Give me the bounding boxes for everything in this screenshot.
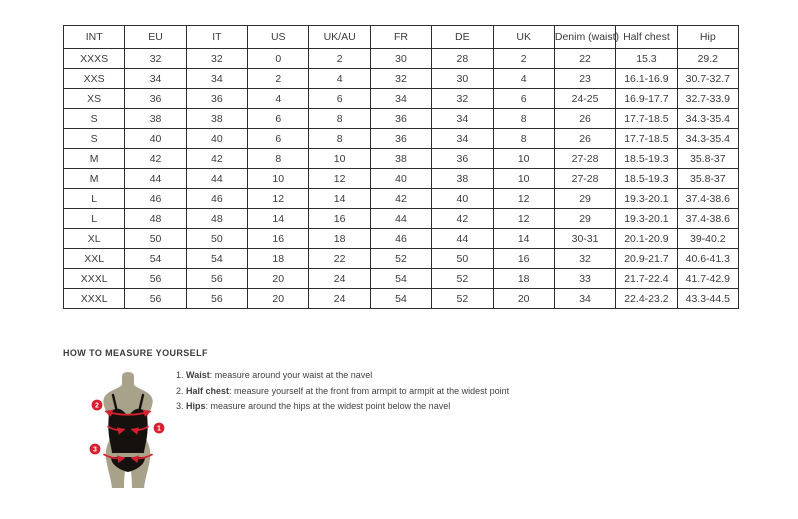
table-cell: 30.7-32.7 [677, 69, 738, 89]
step-label: Hips [186, 401, 206, 411]
table-cell: 30 [432, 69, 493, 89]
column-header: UK [493, 26, 554, 49]
table-cell: 2 [248, 69, 309, 89]
table-cell: XXXS [64, 49, 125, 69]
table-cell: 54 [370, 289, 431, 309]
table-cell: 8 [309, 109, 370, 129]
table-cell: 6 [309, 89, 370, 109]
table-row [64, 69, 739, 89]
table-cell: 12 [493, 209, 554, 229]
table-cell: 8 [493, 129, 554, 149]
table-cell: 14 [493, 229, 554, 249]
table-cell: 8 [493, 109, 554, 129]
table-cell: 34.3-35.4 [677, 129, 738, 149]
table-cell: 44 [125, 169, 186, 189]
table-cell: L [64, 189, 125, 209]
badge-hips-number: 3 [93, 446, 97, 454]
table-cell: 24-25 [554, 89, 615, 109]
step-number: 1. [176, 370, 184, 380]
column-header: US [248, 26, 309, 49]
table-cell: 46 [125, 189, 186, 209]
measure-step [176, 371, 509, 380]
table-row [64, 249, 739, 269]
table-cell: 32 [432, 89, 493, 109]
table-cell: 40.6-41.3 [677, 249, 738, 269]
badge-hips [90, 444, 101, 455]
table-cell: 41.7-42.9 [677, 269, 738, 289]
table-cell: 56 [186, 289, 247, 309]
column-header: DE [432, 26, 493, 49]
table-cell: 27-28 [554, 169, 615, 189]
table-cell: XXXL [64, 269, 125, 289]
table-cell: 16.9-17.7 [616, 89, 677, 109]
table-cell: 12 [493, 189, 554, 209]
table-cell: 43.3-44.5 [677, 289, 738, 309]
step-text: : measure around your waist at the navel [209, 370, 373, 380]
table-cell: 34 [554, 289, 615, 309]
table-cell: 12 [309, 169, 370, 189]
table-cell: 24 [309, 289, 370, 309]
table-cell: M [64, 149, 125, 169]
column-header: UK/AU [309, 26, 370, 49]
step-text: : measure around the hips at the widest point below the navel [205, 401, 451, 411]
table-cell: 54 [125, 249, 186, 269]
table-cell: 2 [493, 49, 554, 69]
table-cell: 52 [432, 269, 493, 289]
table-cell: 34 [125, 69, 186, 89]
table-cell: 4 [248, 89, 309, 109]
badge-waist [154, 423, 165, 434]
table-cell: 20 [248, 289, 309, 309]
table-cell: 32.7-33.9 [677, 89, 738, 109]
table-cell: 16 [248, 229, 309, 249]
table-cell: 10 [493, 169, 554, 189]
table-cell: 29.2 [677, 49, 738, 69]
table-cell: 12 [248, 189, 309, 209]
table-cell: 40 [125, 129, 186, 149]
table-cell: 17.7-18.5 [616, 109, 677, 129]
measurement-illustration [78, 371, 178, 492]
table-cell: 52 [432, 289, 493, 309]
column-header: Half chest [616, 26, 677, 49]
table-cell: 56 [125, 289, 186, 309]
step-label: Waist [186, 370, 210, 380]
column-header: Hip [677, 26, 738, 49]
badge-waist-number: 1 [157, 425, 161, 433]
table-row [64, 129, 739, 149]
table-cell: 30 [370, 49, 431, 69]
table-row [64, 109, 739, 129]
table-cell: 6 [493, 89, 554, 109]
table-cell: 29 [554, 209, 615, 229]
table-cell: 39-40.2 [677, 229, 738, 249]
table-cell: 32 [125, 49, 186, 69]
table-cell: 17.7-18.5 [616, 129, 677, 149]
table-cell: 4 [493, 69, 554, 89]
table-row [64, 269, 739, 289]
table-cell: 26 [554, 129, 615, 149]
size-chart-head [64, 26, 739, 49]
table-cell: 38 [125, 109, 186, 129]
step-text: : measure yourself at the front from armpit to armpit at the widest point [229, 385, 510, 396]
table-cell: 38 [370, 149, 431, 169]
table-cell: 32 [186, 49, 247, 69]
table-cell: 24 [309, 269, 370, 289]
table-cell: 34.3-35.4 [677, 109, 738, 129]
table-cell: 35.8-37 [677, 149, 738, 169]
table-cell: 8 [309, 129, 370, 149]
table-cell: 19.3-20.1 [616, 209, 677, 229]
table-cell: 36 [370, 109, 431, 129]
table-cell: XS [64, 89, 125, 109]
table-row [64, 229, 739, 249]
table-cell: 10 [248, 169, 309, 189]
table-cell: XXS [64, 69, 125, 89]
table-cell: 48 [186, 209, 247, 229]
table-row [64, 149, 739, 169]
table-cell: XXL [64, 249, 125, 269]
table-cell: 44 [432, 229, 493, 249]
size-chart-table [63, 25, 739, 309]
table-cell: 36 [432, 149, 493, 169]
table-cell: 50 [186, 229, 247, 249]
table-cell: 6 [248, 109, 309, 129]
column-header: FR [370, 26, 431, 49]
table-cell: 33 [554, 269, 615, 289]
table-cell: 54 [370, 269, 431, 289]
table-cell: 56 [125, 269, 186, 289]
table-cell: 35.8-37 [677, 169, 738, 189]
table-cell: 27-28 [554, 149, 615, 169]
table-cell: 46 [370, 229, 431, 249]
table-cell: 21.7-22.4 [616, 269, 677, 289]
table-cell: 38 [432, 169, 493, 189]
table-cell: 8 [248, 149, 309, 169]
table-cell: 40 [432, 189, 493, 209]
table-cell: 18 [248, 249, 309, 269]
table-cell: 42 [370, 189, 431, 209]
step-number: 3. [176, 401, 184, 411]
measure-step [176, 402, 509, 411]
table-cell: 36 [125, 89, 186, 109]
table-cell: 32 [370, 69, 431, 89]
measure-steps [176, 371, 509, 418]
table-cell: 34 [432, 129, 493, 149]
table-cell: L [64, 209, 125, 229]
table-cell: 16 [493, 249, 554, 269]
size-chart-body [64, 49, 739, 309]
mannequin-graphic [78, 371, 178, 492]
table-cell: 36 [370, 129, 431, 149]
table-cell: 52 [370, 249, 431, 269]
table-cell: 19.3-20.1 [616, 189, 677, 209]
table-cell: XL [64, 229, 125, 249]
step-label: Half chest [186, 385, 230, 396]
table-cell: 40 [186, 129, 247, 149]
column-header: Denim (waist) [554, 26, 615, 49]
table-cell: 37.4-38.6 [677, 189, 738, 209]
table-cell: XXXL [64, 289, 125, 309]
table-row [64, 209, 739, 229]
table-row [64, 169, 739, 189]
table-cell: 18.5-19.3 [616, 149, 677, 169]
table-cell: 22 [309, 249, 370, 269]
table-cell: 20.1-20.9 [616, 229, 677, 249]
table-cell: 4 [309, 69, 370, 89]
table-cell: 20 [493, 289, 554, 309]
table-cell: 50 [432, 249, 493, 269]
table-row [64, 289, 739, 309]
table-cell: 40 [370, 169, 431, 189]
table-cell: 37.4-38.6 [677, 209, 738, 229]
table-cell: 34 [370, 89, 431, 109]
table-cell: 46 [186, 189, 247, 209]
table-cell: 20 [248, 269, 309, 289]
step-number: 2. [176, 385, 184, 396]
table-cell: 50 [125, 229, 186, 249]
table-cell: 10 [493, 149, 554, 169]
table-cell: 14 [309, 189, 370, 209]
table-cell: 44 [186, 169, 247, 189]
table-cell: 16.1-16.9 [616, 69, 677, 89]
table-cell: 42 [186, 149, 247, 169]
table-cell: 36 [186, 89, 247, 109]
table-cell: 10 [309, 149, 370, 169]
table-cell: 16 [309, 209, 370, 229]
table-cell: 42 [432, 209, 493, 229]
table-cell: 32 [554, 249, 615, 269]
table-cell: M [64, 169, 125, 189]
table-cell: 22 [554, 49, 615, 69]
table-cell: S [64, 129, 125, 149]
table-cell: 54 [186, 249, 247, 269]
table-cell: 29 [554, 189, 615, 209]
table-cell: 28 [432, 49, 493, 69]
column-header: INT [64, 26, 125, 49]
table-cell: 15.3 [616, 49, 677, 69]
table-cell: 2 [309, 49, 370, 69]
table-cell: 20.9-21.7 [616, 249, 677, 269]
table-cell: 48 [125, 209, 186, 229]
table-row [64, 49, 739, 69]
table-cell: 56 [186, 269, 247, 289]
table-cell: 22.4-23.2 [616, 289, 677, 309]
badge-half-chest [92, 400, 103, 411]
table-cell: 38 [186, 109, 247, 129]
table-cell: 18.5-19.3 [616, 169, 677, 189]
table-row [64, 189, 739, 209]
table-cell: 34 [432, 109, 493, 129]
table-cell: 18 [493, 269, 554, 289]
table-cell: 6 [248, 129, 309, 149]
size-chart-header-row [64, 26, 739, 49]
table-cell: 0 [248, 49, 309, 69]
table-cell: 14 [248, 209, 309, 229]
table-cell: 18 [309, 229, 370, 249]
table-cell: 26 [554, 109, 615, 129]
table-cell: 34 [186, 69, 247, 89]
measure-guide-title: HOW TO MEASURE YOURSELF [63, 348, 208, 358]
table-cell: 30-31 [554, 229, 615, 249]
badge-half-chest-number: 2 [95, 402, 99, 410]
table-cell: 44 [370, 209, 431, 229]
column-header: IT [186, 26, 247, 49]
table-cell: 42 [125, 149, 186, 169]
column-header: EU [125, 26, 186, 49]
table-row [64, 89, 739, 109]
table-cell: S [64, 109, 125, 129]
table-cell: 23 [554, 69, 615, 89]
measure-step [176, 387, 509, 396]
